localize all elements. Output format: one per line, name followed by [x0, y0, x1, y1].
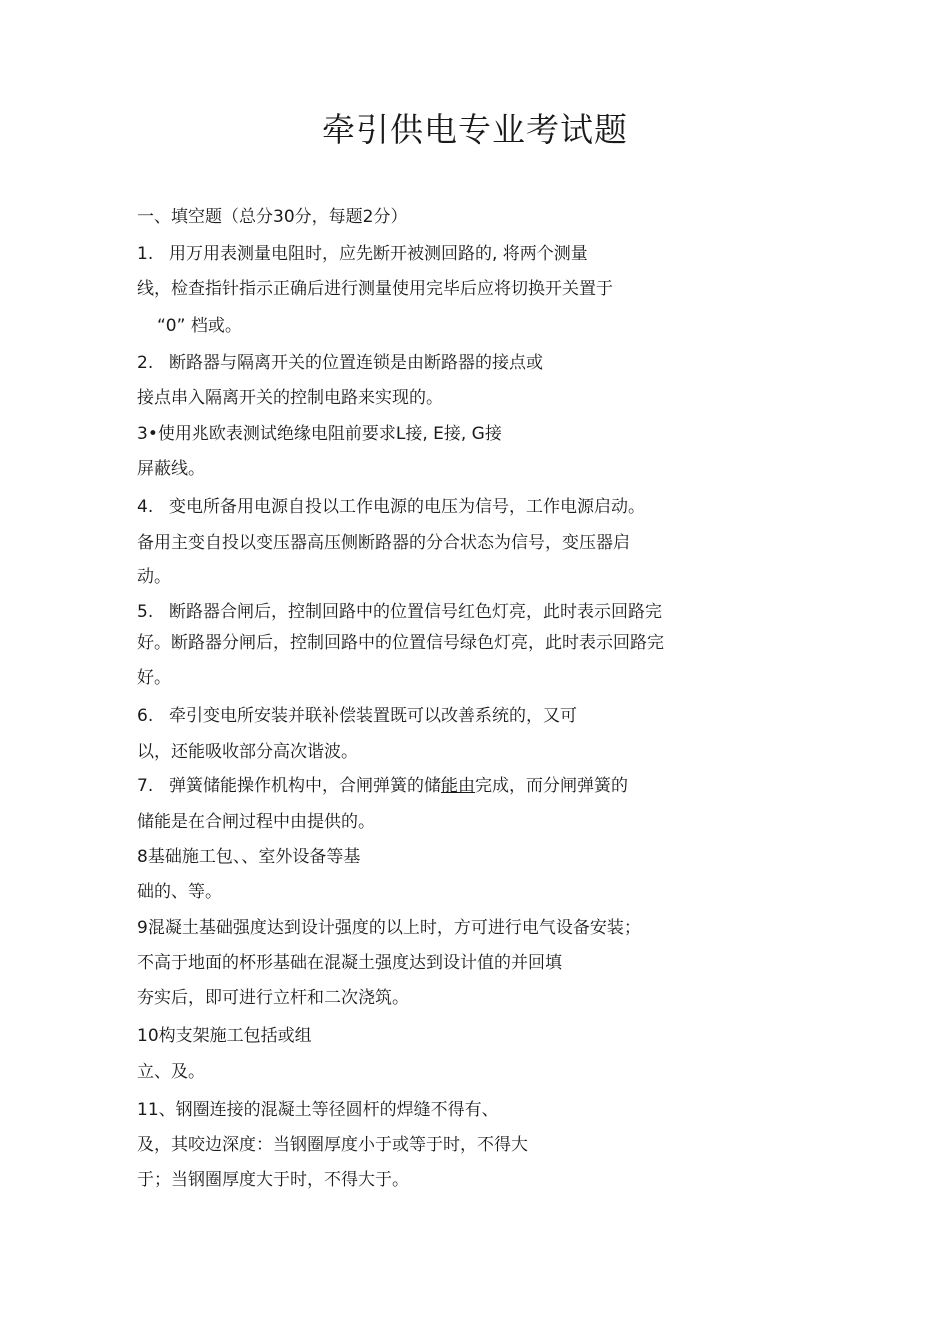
question-4-line-1: [137, 497, 645, 517]
question-1-line-2: 线，检查指针指示正确后进行测量使用完毕后应将切换开关置于: [137, 279, 613, 299]
question-11-line-3: 于；当钢圈厚度大于时，不得大于。: [137, 1170, 409, 1190]
question-number: 6.: [137, 706, 154, 726]
question-number: 7.: [137, 776, 154, 796]
underlined-text: 能由: [441, 776, 475, 796]
question-3-line-2: 屏蔽线。: [137, 459, 205, 479]
question-9-line-3: 夯实后，即可进行立杆和二次浇筑。: [137, 988, 409, 1008]
question-3-line-1: 3•使用兆欧表测试绝缘电阻前要求L接, E接, G接: [137, 424, 502, 444]
question-11-line-1: 11、钢圈连接的混凝土等径圆杆的焊缝不得有、: [137, 1100, 499, 1120]
question-7-line-2: 储能是在合闸过程中由提供的。: [137, 812, 375, 832]
question-10-line-2: 立、及。: [137, 1062, 205, 1082]
question-5-line-2: 好。断路器分闸后，控制回路中的位置信号绿色灯亮，此时表示回路完: [137, 633, 664, 653]
question-text: 牵引变电所安装并联补偿装置既可以改善系统的，又可: [169, 706, 577, 726]
question-8-line-1: 8基础施工包、、室外设备等基: [137, 847, 361, 867]
question-5-line-1: [137, 602, 662, 622]
question-10-line-1: 10构支架施工包括或组: [137, 1026, 312, 1046]
question-text: 弹簧储能操作机构中，合闸弹簧的储: [169, 776, 441, 796]
question-2-line-1: [137, 353, 543, 373]
question-6-line-1: [137, 706, 577, 726]
question-text: 变电所备用电源自投以工作电源的电压为信号，工作电源启动。: [169, 497, 645, 517]
question-text: 完成，而分闸弹簧的: [475, 776, 628, 796]
question-2-line-2: 接点串入隔离开关的控制电路来实现的。: [137, 388, 443, 408]
question-number: 1.: [137, 244, 154, 264]
question-1-line-1: [137, 244, 588, 264]
question-11-line-2: 及，其咬边深度：当钢圈厚度小于或等于时，不得大: [137, 1135, 528, 1155]
question-6-line-2: 以，还能吸收部分高次谐波。: [137, 742, 358, 762]
question-number: 4.: [137, 497, 154, 517]
question-7-line-1: [137, 776, 628, 796]
question-9-line-1: 9混凝土基础强度达到设计强度的以上时，方可进行电气设备安装；: [137, 918, 641, 938]
question-5-line-3: 好。: [137, 668, 171, 688]
question-8-line-2: 础的、等。: [137, 882, 222, 902]
question-4-line-2: 备用主变自投以变压器高压侧断路器的分合状态为信号，变压器启: [137, 533, 630, 553]
page-title: 牵引供电专业考试题: [322, 110, 628, 149]
question-4-line-3: 动。: [137, 567, 171, 587]
question-9-line-2: 不高于地面的杯形基础在混凝土强度达到设计值的并回填: [137, 953, 562, 973]
question-text: 断路器与隔离开关的位置连锁是由断路器的接点或: [169, 353, 543, 373]
question-number: 2.: [137, 353, 154, 373]
question-1-line-3: “0” 档或。: [157, 316, 242, 336]
question-text: 断路器合闸后，控制回路中的位置信号红色灯亮，此时表示回路完: [169, 602, 662, 622]
question-number: 5.: [137, 602, 154, 622]
section-heading: 一、填空题（总分30分，每题2分）: [137, 207, 408, 227]
question-text: 用万用表测量电阻时，应先断开被测回路的, 将两个测量: [169, 244, 588, 264]
